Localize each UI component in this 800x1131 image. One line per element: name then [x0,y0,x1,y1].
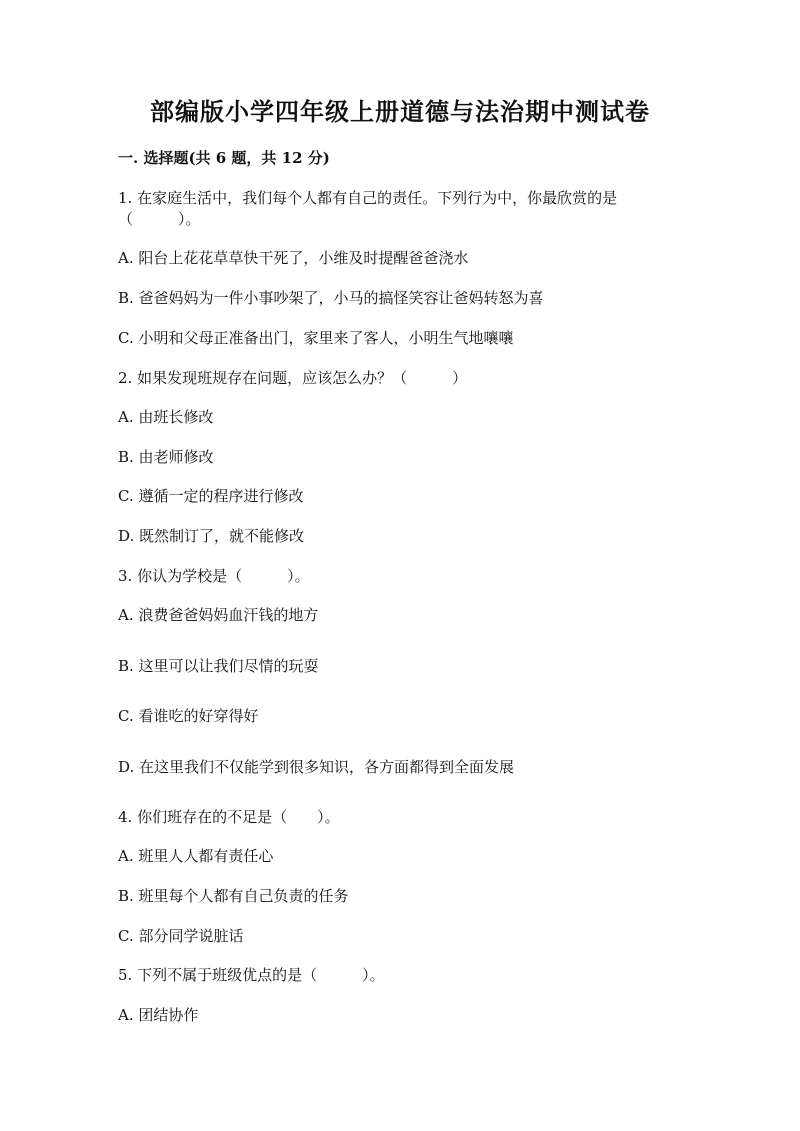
question-3-option-b: B. 这里可以让我们尽情的玩耍 [118,657,319,675]
question-3-stem: 3. 你认为学校是（ ）。 [118,567,310,585]
question-1-option-a: A. 阳台上花花草草快干死了，小维及时提醒爸爸浇水 [118,249,469,267]
question-1-option-c: C. 小明和父母正准备出门，家里来了客人，小明生气地嚷嚷 [118,329,514,347]
question-5-stem: 5. 下列不属于班级优点的是（ ）。 [118,966,385,984]
question-4-stem: 4. 你们班存在的不足是（ ）。 [118,808,340,826]
question-4-option-a: A. 班里人人都有责任心 [118,847,274,865]
question-1-stem-continued: （ ）。 [118,210,201,228]
question-4-option-c: C. 部分同学说脏话 [118,927,244,945]
question-2-option-d: D. 既然制订了，就不能修改 [118,527,305,545]
question-4-option-b: B. 班里每个人都有自己负责的任务 [118,887,349,905]
page-title: 部编版小学四年级上册道德与法治期中测试卷 [150,97,650,126]
question-3-option-d: D. 在这里我们不仅能学到很多知识，各方面都得到全面发展 [118,758,515,776]
question-2-stem: 2. 如果发现班规存在问题，应该怎么办？（ ） [118,369,468,387]
question-3-option-c: C. 看谁吃的好穿得好 [118,707,259,725]
section-heading: 一. 选择题(共 6 题，共 12 分) [118,149,330,167]
question-2-option-a: A. 由班长修改 [118,408,214,426]
question-2-option-b: B. 由老师修改 [118,448,214,466]
question-3-option-a: A. 浪费爸爸妈妈血汗钱的地方 [118,606,319,624]
question-1-stem: 1. 在家庭生活中，我们每个人都有自己的责任。下列行为中，你最欣赏的是 [118,189,618,207]
question-2-option-c: C. 遵循一定的程序进行修改 [118,487,304,505]
question-1-option-b: B. 爸爸妈妈为一件小事吵架了，小马的搞怪笑容让爸妈转怒为喜 [118,289,544,307]
question-5-option-a: A. 团结协作 [118,1006,199,1024]
